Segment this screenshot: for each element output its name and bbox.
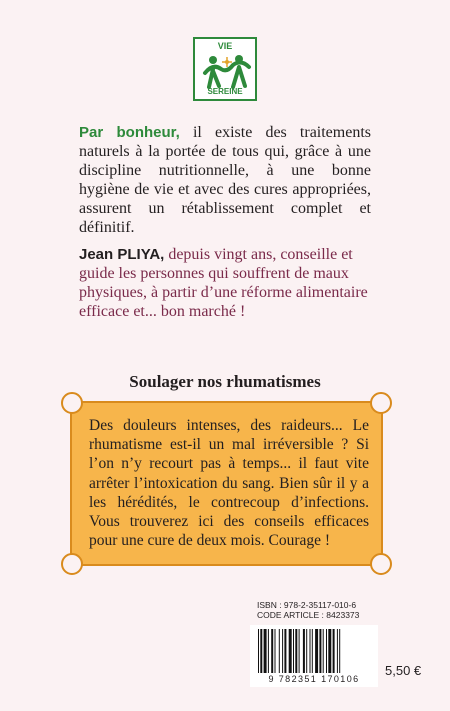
author-name: Jean PLIYA, <box>79 246 165 263</box>
barcode <box>250 625 378 687</box>
barcode-bar <box>279 629 280 673</box>
box-corner-decoration <box>370 392 392 414</box>
intro-paragraph <box>79 123 371 237</box>
barcode-bars <box>256 629 372 673</box>
barcode-bar <box>328 629 331 673</box>
barcode-bar <box>260 629 262 673</box>
barcode-bar <box>310 629 311 673</box>
barcode-bar <box>264 629 267 673</box>
barcode-bar <box>295 629 297 673</box>
barcode-bar <box>312 629 313 673</box>
intro-text: il existe des traitements naturels à la portée de tous qui, grâce à une discipline nutritionnelle, à une bonne hygiène de vie et avec des cures appropriées, assurent un rétablissement complet et définitif. <box>79 124 372 236</box>
barcode-bar <box>303 629 305 673</box>
barcode-bar <box>299 629 300 673</box>
dancing-figures-icon <box>201 53 253 89</box>
barcode-bar <box>258 629 259 673</box>
barcode-bar <box>284 629 286 673</box>
barcode-bar <box>319 629 321 673</box>
price: 5,50 € <box>385 663 422 678</box>
code-article-text: CODE ARTICLE : 8423373 <box>257 610 360 620</box>
isbn-text: ISBN : 978-2-35117-010-6 <box>257 600 357 610</box>
publisher-logo <box>193 37 257 101</box>
barcode-bar <box>337 629 338 673</box>
description-box <box>70 401 383 566</box>
barcode-bar <box>282 629 283 673</box>
barcode-bar <box>333 629 335 673</box>
isbn-block <box>257 600 417 620</box>
author-paragraph <box>79 245 371 321</box>
logo-bottom-text: SEREINE <box>207 87 243 96</box>
barcode-bar <box>275 629 276 673</box>
barcode-bar <box>306 629 307 673</box>
barcode-bar <box>271 629 273 673</box>
barcode-bar <box>326 629 327 673</box>
barcode-bar <box>339 629 340 673</box>
intro-lead: Par bonheur, <box>79 124 180 141</box>
barcode-bar <box>268 629 269 673</box>
box-corner-decoration <box>61 553 83 575</box>
description-text: Des douleurs intenses, des raideurs... Le rhumatisme est-il un mal irréversible ? Si l’on n’y recourt pas à temps... il faut vite arrêter l’intoxication du sang. Bien sûr il y a les hérédités, le contrecoup d’infections. Vous trouverez ici des conseils efficaces pour une cure de deux mois. Courage ! <box>89 417 369 550</box>
barcode-bar <box>315 629 318 673</box>
book-subtitle: Soulager nos rhumatismes <box>129 372 321 391</box>
barcode-number: 9 782351 170106 <box>268 674 360 684</box>
barcode-bar <box>289 629 292 673</box>
logo-top-text: VIE <box>217 41 233 51</box>
author-text: depuis vingt ans, conseille et guide les personnes qui souffrent de maux physiques, à partir d’une réforme alimentaire efficace et... bon marché ! <box>79 246 368 320</box>
barcode-bar <box>323 629 324 673</box>
barcode-bar <box>293 629 294 673</box>
